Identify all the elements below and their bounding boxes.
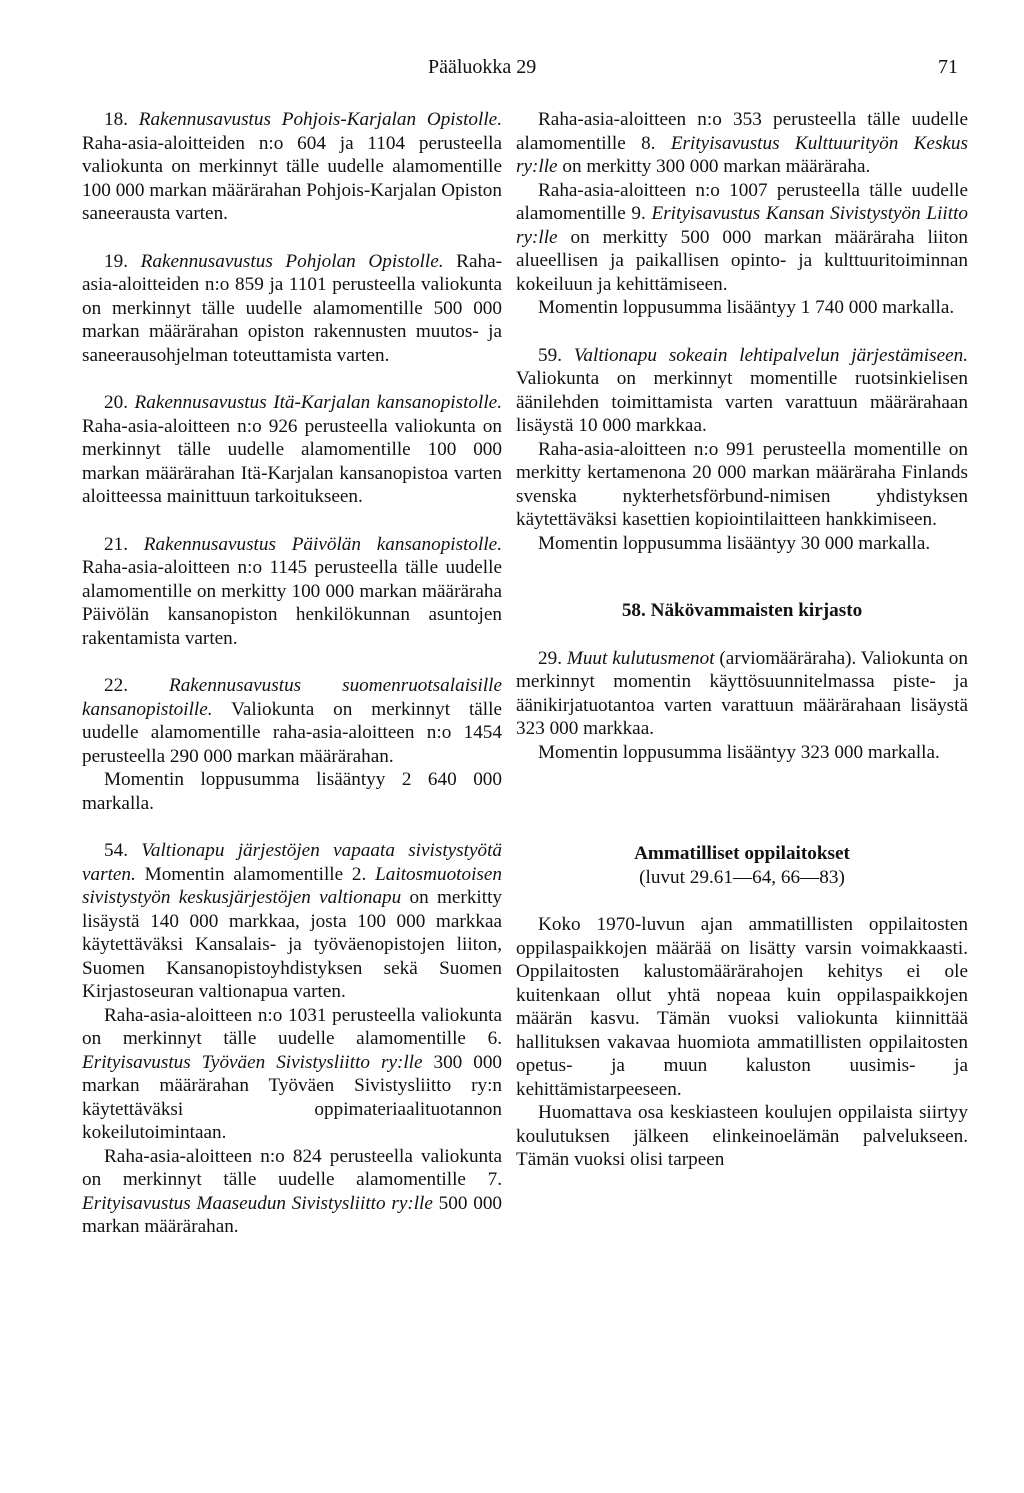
section-29 [516,647,968,765]
item-title: Valtionapu järjestöjen vapaata sivistystyötä varten. [82,840,502,885]
section-heading: Ammatilliset oppilaitokset [634,843,850,864]
paragraph [516,344,968,438]
page-header [0,56,1024,82]
item-text: 500 000 markan määrärahan. [82,1192,502,1237]
item-text: (arviomääräraha). Valiokunta on merkinnyt momentin käyttösuunnitelmassa piste- ja äänikirjatuotantoa varten varattuun määrärahaan lisäystä 323 000 markkaa. [516,647,968,739]
item-text: Raha-asia-aloitteen n:o 1031 perusteella valiokunta on merkinnyt tälle uudelle alamomentille 6. [82,1004,502,1049]
paragraph-total: Momentin loppusumma lisääntyy 1 740 000 markalla. [538,297,955,318]
item-subtitle: Erityisavustus Työväen Sivistysliitto ry:lle [82,1051,423,1073]
item-title: Muut kulutusmenot [566,647,715,669]
item-number: 18. [104,109,139,130]
item-number: 21. [104,533,144,555]
item-text: on merkitty 300 000 markan määräraha. [557,156,871,177]
chapter-heading: 58. Näkövammaisten kirjasto [621,600,863,621]
section-subheading: (luvut 29.61—64, 66—83) [639,866,845,888]
item-number: 19. [104,250,141,272]
item-text: Valiokunta on merkinnyt tälle uudelle alamomentille raha-asia-aloitteen n:o 1454 perusteella 290 000 markan määrärahan. [82,698,502,767]
item-title: Rakennusavustus Pohjolan Opistolle. [140,250,444,272]
section-18 [82,108,502,226]
running-title: Pääluokka 29 [428,56,537,78]
paragraph [82,1145,502,1239]
item-text: Valiokunta on merkinnyt momentille ruotsinkielisen äänilehden toimittamista varten varattuun määrärahaan lisäystä 10 000 markkaa. [516,368,968,436]
section-22 [82,674,502,815]
paragraph [82,674,502,768]
paragraph-total: Momentin loppusumma lisääntyy 30 000 markalla. [538,532,931,554]
item-text: Raha-asia-aloitteen n:o 1007 perusteella tälle uudelle alamomentille 9. [516,179,968,224]
item-title: Valtionapu sokeain lehtipalvelun järjestämiseen. [573,344,968,366]
section-54 [82,839,502,1239]
item-text: Momentin alamomentille 2. [135,863,376,885]
section-54-continued [516,108,968,320]
paragraph [82,250,502,368]
item-subtitle: Erityisavustus Kulttuurityön Keskus ry:lle [516,132,968,177]
section-59 [516,344,968,556]
paragraph [82,1004,502,1145]
paragraph [516,647,968,741]
paragraph [82,108,502,226]
item-title: Rakennusavustus suomenruotsalaisille kansanopistoille. [82,675,503,720]
item-text: Raha-asia-aloitteen n:o 353 perusteella tälle uudelle alamomentille 8. [516,109,968,154]
item-text: Raha-asia-aloitteiden n:o 859 ja 1101 perusteella valiokunta on merkinnyt tälle uudelle alamomentille 500 000 markan määrärahan opiston rakennusten muutos- ja saneerausohjelman toteuttamista varten. [82,250,502,366]
paragraph [82,533,502,651]
item-title: Rakennusavustus Päivölän kansanopistolle. [143,533,502,555]
item-text: Raha-asia-aloitteiden n:o 604 ja 1104 perusteella valiokunta on merkinnyt tälle uudelle alamomentille 100 000 markan määrärahan Pohjois-Karjalan Opiston saneerausta varten. [82,132,502,224]
item-subtitle: Erityisavustus Maaseudun Sivistysliitto ry:lle [82,1192,433,1214]
paragraph-total: Momentin loppusumma lisääntyy 2 640 000 markalla. [82,769,502,814]
left-column [82,108,502,1239]
item-text: 300 000 markan määrärahan Työväen Sivistysliitto ry:n käytettäväksi oppimateriaalituotannon kokeilutoimintaan. [82,1051,503,1143]
paragraph [516,179,968,297]
item-text: on merkitty 500 000 markan määräraha liiton alueellisen ja paikallisen opinto- ja kulttuuritoiminnan kokeiluun ja kehittämiseen. [516,226,968,295]
paragraph: Huomattava osa keskiasteen koulujen oppilaista siirtyy koulutuksen jälkeen elinkeinoelämän palvelukseen. Tämän vuoksi olisi tarpeen [516,1102,968,1170]
section-19 [82,250,502,368]
item-title: Rakennusavustus Itä-Karjalan kansanopistolle. [134,392,502,413]
item-subtitle: Erityisavustus Kansan Sivistystyön Liitto ry:lle [516,203,968,248]
section-20 [82,391,502,509]
item-title: Rakennusavustus Pohjois-Karjalan Opistolle. [138,109,502,130]
item-text: Raha-asia-aloitteen n:o 1145 perusteella tälle uudelle alamomentille on merkitty 100 000 markan määräraha Päivölän kansanopiston henkilökunnan asuntojen rakentamista varten. [82,557,502,649]
item-number: 22. [104,675,169,696]
page-number: 71 [938,56,958,78]
paragraph: Koko 1970-luvun ajan ammatillisten oppilaitosten oppilaspaikkojen määrää on lisätty varsin voimakkaasti. Oppilaitosten kalustomäärärahojen kehitys ei ole kuitenkaan ollut yhtä nopeaa kuin oppilaspaikkojen määrän kasvu. Tämän vuoksi valiokunta kiinnittää hallituksen vakavaa huomiota ammatillisten oppilaitosten opetus- ja muun kaluston uusimis- ja kehittämistarpeeseen. [516,914,968,1100]
paragraph-total: Momentin loppusumma lisääntyy 323 000 markalla. [538,741,940,763]
item-text: on merkitty lisäystä 140 000 markkaa, josta 100 000 markkaa käytettäväksi Kansalais- ja työväenopistojen liiton, Suomen Kansanopistoyhdistyksen sekä Suomen Kirjastoseuran valtionapua varten. [82,887,503,1002]
chapter-58 [516,599,968,623]
paragraph: Raha-asia-aloitteen n:o 991 perusteella momentille on merkitty kertamenona 20 000 markan määräraha Finlands svenska nykterhetsförbund-nimisen yhdistyksen käytettäväksi kasettien kopiointilaitteen hankkimiseen. [516,438,968,530]
item-number: 54. [104,840,142,861]
paragraph [82,839,502,1004]
item-subtitle: Laitosmuotoisen sivistystyön keskusjärjestöjen valtionapu [82,863,502,908]
item-text: Raha-asia-aloitteen n:o 926 perusteella valiokunta on merkinnyt tälle uudelle alamomentille 100 000 markan määrärahan Itä-Karjalan kansanopistoa varten aloitteessa mainittuun tarkoitukseen. [82,415,502,507]
item-text: Raha-asia-aloitteen n:o 824 perusteella valiokunta on merkinnyt tälle uudelle alamomentille 7. [82,1145,502,1190]
section-21 [82,533,502,651]
item-number: 59. [538,344,574,366]
paragraph [516,108,968,179]
right-column [516,108,968,1172]
paragraph [82,391,502,509]
item-number: 20. [104,392,135,413]
item-number: 29. [538,647,567,669]
ammatilliset-section [516,842,968,1172]
